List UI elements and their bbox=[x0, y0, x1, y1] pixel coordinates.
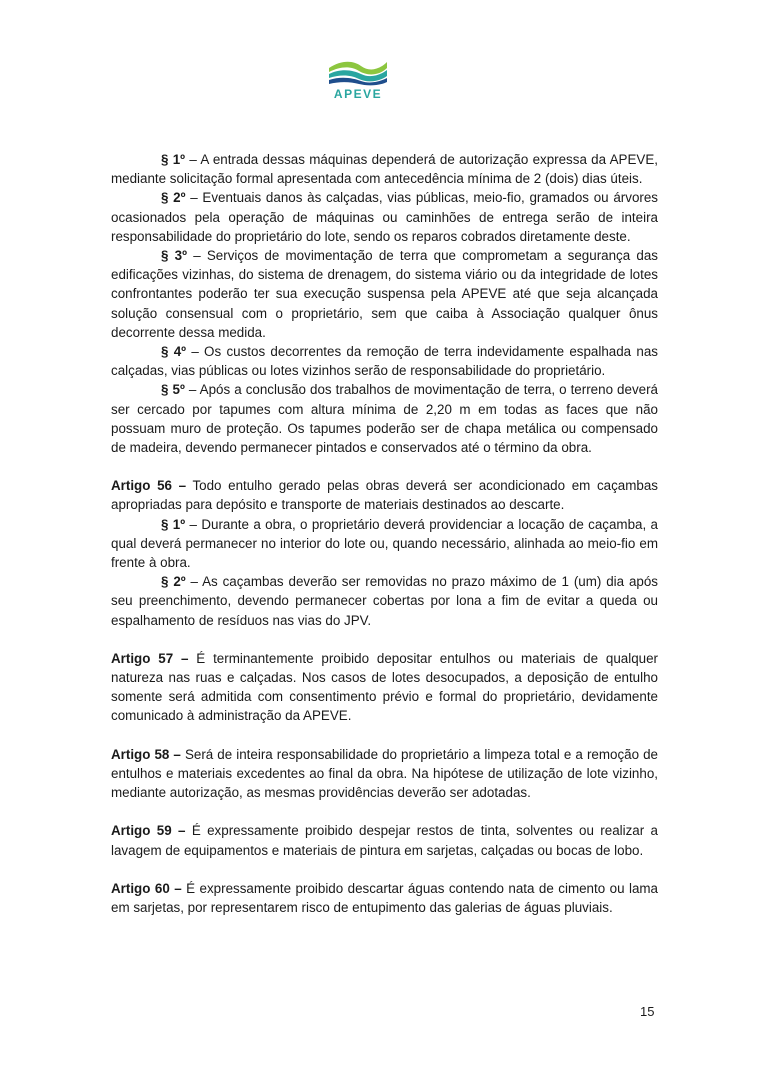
article-text: É expressamente proibido despejar restos de tinta, solventes ou realizar a lavagem de equipamentos e materiais de pintura em sarjetas, calçadas ou bocas de lobo. bbox=[111, 823, 659, 858]
spacer bbox=[111, 802, 658, 821]
paragraph-lead: § 5º bbox=[161, 382, 185, 398]
article-text: Todo entulho gerado pelas obras deverá ser acondicionado em caçambas apropriadas para depósito e transporte de materiais destinados ao descarte. bbox=[111, 478, 658, 513]
paragraph-lead: § 1º bbox=[161, 152, 186, 167]
article-60 bbox=[111, 879, 658, 917]
paragraph-56-1 bbox=[111, 150, 658, 188]
paragraph-text: – As caçambas deverão ser removidas no prazo máximo de 1 (um) dia após seu preenchimento, devendo permanecer cobertas por lona a fim de evitar a queda ou espalhamento de resíduos nas vias do JPV. bbox=[111, 574, 658, 628]
article-57 bbox=[111, 649, 658, 726]
document-body bbox=[111, 150, 658, 917]
paragraph-lead: § 3º bbox=[161, 248, 187, 264]
paragraph-56b-2 bbox=[111, 572, 658, 630]
article-heading: Artigo 58 – bbox=[111, 746, 181, 762]
spacer bbox=[111, 726, 658, 745]
article-heading: Artigo 56 – bbox=[111, 478, 187, 494]
paragraph-text: – Após a conclusão dos trabalhos de movimentação de terra, o terreno deverá ser cercado por tapumes com altura mínima de 2,20 m em todas as faces que não possuam muro de proteção. Os tapumes poderão ser de chapa metálica ou compensado de madeira, devendo permanecer pintados e conservados até o término da obra. bbox=[111, 382, 659, 456]
spacer bbox=[111, 860, 658, 879]
spacer bbox=[111, 630, 658, 649]
page-number: 15 bbox=[640, 1004, 655, 1019]
article-heading: Artigo 59 – bbox=[111, 823, 186, 839]
article-text: É expressamente proibido descartar águas contendo nata de cimento ou lama em sarjetas, por representarem risco de entupimento das galerias de águas pluviais. bbox=[111, 880, 659, 915]
paragraph-lead: § 1º bbox=[161, 516, 186, 532]
apeve-logo-icon bbox=[327, 58, 389, 86]
article-heading: Artigo 60 – bbox=[111, 880, 182, 896]
apeve-logo bbox=[325, 58, 391, 108]
logo-text: APEVE bbox=[333, 87, 383, 101]
paragraph-text: – A entrada dessas máquinas dependerá de autorização expressa da APEVE, mediante solicitação formal apresentada com antecedência mínima de 2 (dois) dias úteis. bbox=[111, 152, 658, 187]
paragraph-56-3 bbox=[111, 246, 658, 342]
paragraph-text: – Os custos decorrentes da remoção de terra indevidamente espalhada nas calçadas, vias públicas ou lotes vizinhos serão de responsabilidade do proprietário. bbox=[111, 344, 658, 379]
article-heading: Artigo 57 – bbox=[111, 650, 189, 666]
paragraph-56-4 bbox=[111, 342, 658, 380]
article-text: Será de inteira responsabilidade do proprietário a limpeza total e a remoção de entulhos e materiais excedentes ao final da obra. Na hipótese de utilização de lote vizinho, mediante autorização, as mesmas providências deverão ser adotadas. bbox=[111, 746, 658, 801]
paragraph-56b-1 bbox=[111, 515, 658, 573]
paragraph-56-2 bbox=[111, 188, 658, 246]
paragraph-text: – Serviços de movimentação de terra que comprometam a segurança das edificações vizinhas, do sistema de drenagem, do sistema viário ou da integridade de lotes confrontantes poderão ter sua execução suspensa pela APEVE até que seja alcançada solução consensual com o proprietário, sem que caiba à Associação qualquer ônus decorrente dessa medida. bbox=[111, 248, 658, 340]
article-text: É terminantemente proibido depositar entulhos ou materiais de qualquer natureza nas ruas e calçadas. Nos casos de lotes desocupados, a deposição de entulho somente será admitida com consentimento prévio e formal do proprietário, devidamente comunicado à administração da APEVE. bbox=[111, 650, 659, 724]
paragraph-lead: § 2º bbox=[161, 190, 186, 206]
paragraph-56-5 bbox=[111, 380, 658, 457]
article-58 bbox=[111, 745, 658, 803]
spacer bbox=[111, 457, 658, 476]
article-59 bbox=[111, 821, 658, 859]
paragraph-text: – Durante a obra, o proprietário deverá providenciar a locação de caçamba, a qual deverá permanecer no interior do lote ou, quando necessário, alinhada ao meio-fio em frente à obra. bbox=[111, 516, 658, 571]
paragraph-text: – Eventuais danos às calçadas, vias públicas, meio-fio, gramados ou árvores ocasionados pela operação de máquinas ou caminhões de entrega serão de inteira responsabilidade do proprietário do lote, sendo os reparos cobrados diretamente deste. bbox=[111, 190, 658, 244]
article-56 bbox=[111, 476, 658, 514]
paragraph-lead: § 2º bbox=[161, 574, 186, 590]
paragraph-lead: § 4º bbox=[161, 344, 187, 360]
